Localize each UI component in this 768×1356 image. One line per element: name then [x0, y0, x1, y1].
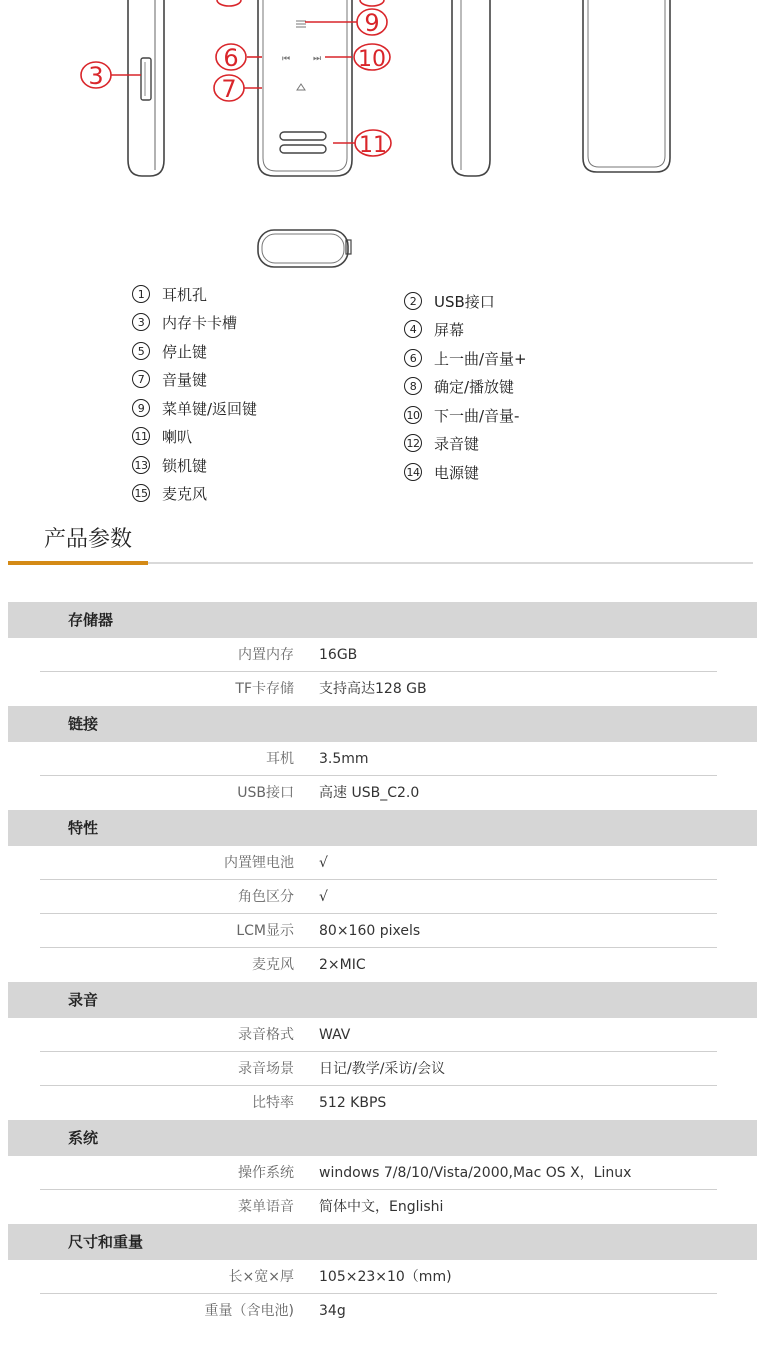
- legend-number: 12: [404, 434, 422, 452]
- legend-number: 4: [404, 320, 422, 338]
- legend-item: [132, 481, 207, 505]
- legend-text: 停止键: [162, 342, 208, 361]
- spec-label: 耳机: [266, 751, 294, 767]
- callout-6-label: 6: [223, 44, 239, 72]
- legend-text: 内存卡卡槽: [162, 313, 238, 332]
- legend-item: [404, 374, 514, 398]
- spec-label: LCM显示: [236, 923, 294, 939]
- spec-value: 2×MIC: [319, 957, 366, 973]
- legend-text: 锁机键: [162, 456, 208, 475]
- spec-value: 80×160 pixels: [319, 923, 421, 939]
- spec-row: [8, 1156, 757, 1190]
- legend-item: [404, 346, 527, 370]
- legend-number: 11: [132, 427, 150, 445]
- legend-number: 15: [132, 484, 150, 502]
- spec-group-title: 录音: [68, 991, 99, 1009]
- prev-icon: ⏮: [282, 54, 291, 64]
- spec-value: 简体中文，Englishi: [319, 1199, 444, 1215]
- legend-number: 2: [404, 292, 422, 310]
- spec-label: 内置锂电池: [224, 855, 294, 871]
- speaker-slot-top: [280, 132, 326, 140]
- legend-text: 录音键: [434, 434, 480, 453]
- spec-value: 支持高达128 GB: [319, 681, 427, 697]
- legend-item: [404, 460, 479, 484]
- legend-number: 6: [404, 349, 422, 367]
- device-drawing: [0, 0, 768, 275]
- spec-row: [8, 1260, 757, 1294]
- legend-text: 麦克风: [162, 484, 208, 503]
- spec-label: 比特率: [252, 1095, 294, 1111]
- legend-item: [132, 282, 207, 306]
- spec-label: 麦克风: [252, 957, 294, 973]
- spec-row: [8, 638, 757, 672]
- legend-number: 7: [132, 370, 150, 388]
- speaker-slot-bottom: [280, 145, 326, 153]
- legend-item: [132, 310, 237, 334]
- legend-text: 电源键: [434, 463, 480, 482]
- legend-number: 9: [132, 399, 150, 417]
- spec-value: 日记/教学/采访/会议: [319, 1061, 446, 1077]
- back-view-device: [583, 0, 670, 172]
- spec-label: 操作系统: [238, 1165, 294, 1181]
- spec-row: [8, 742, 757, 776]
- spec-group-header: [8, 706, 757, 742]
- spec-label: 重量（含电池): [204, 1303, 294, 1319]
- spec-label: 录音场景: [238, 1061, 294, 1077]
- legend-item: [404, 403, 519, 427]
- menu-icon: [296, 21, 306, 27]
- callout-7-label: 7: [221, 75, 237, 103]
- spec-value: 512 KBPS: [319, 1095, 387, 1111]
- legend-text: 菜单键/返回键: [162, 399, 258, 418]
- spec-row: [8, 1294, 757, 1328]
- callout-9-label: 9: [364, 9, 380, 37]
- spec-group-title: 特性: [68, 819, 99, 837]
- spec-label: 内置内存: [238, 647, 294, 663]
- spec-group-header: [8, 982, 757, 1018]
- callout-11-label: 11: [359, 133, 387, 158]
- next-icon: ⏭: [313, 54, 322, 64]
- spec-row: [8, 948, 757, 982]
- legend-number: 1: [132, 285, 150, 303]
- spec-value: WAV: [319, 1027, 351, 1043]
- spec-row: [8, 1018, 757, 1052]
- legend-text: 确定/播放键: [434, 377, 515, 396]
- legend-number: 13: [132, 456, 150, 474]
- legend-text: USB接口: [434, 292, 495, 311]
- spec-label: USB接口: [237, 785, 294, 801]
- spec-group-title: 尺寸和重量: [68, 1233, 144, 1251]
- spec-group-header: [8, 1120, 757, 1156]
- spec-group-header: [8, 810, 757, 846]
- spec-label: 录音格式: [238, 1027, 294, 1043]
- spec-label: 菜单语音: [238, 1199, 294, 1215]
- spec-table: [8, 602, 757, 1328]
- spec-group-header: [8, 1224, 757, 1260]
- spec-value: windows 7/8/10/Vista/2000,Mac OS X，Linux: [319, 1165, 632, 1181]
- legend-text: 耳机孔: [162, 285, 208, 304]
- spec-group-header: [8, 602, 757, 638]
- legend-number: 3: [132, 313, 150, 331]
- spec-group-title: 存储器: [68, 611, 114, 629]
- spec-row: [8, 1052, 757, 1086]
- bottom-view-device: [258, 230, 348, 267]
- legend-number: 14: [404, 463, 422, 481]
- spec-value: √: [319, 855, 328, 871]
- spec-group-title: 链接: [68, 715, 99, 733]
- legend-text: 音量键: [162, 370, 208, 389]
- front-view-device: [258, 0, 352, 176]
- legend-item: [132, 396, 257, 420]
- spec-row: [8, 1190, 757, 1224]
- spec-label: TF卡存储: [235, 681, 294, 697]
- legend-item: [132, 453, 207, 477]
- other-side-device: [452, 0, 490, 176]
- spec-value: 高速 USB_C2.0: [319, 785, 420, 801]
- device-diagram: [0, 0, 768, 275]
- legend-item: [132, 367, 207, 391]
- spec-value: 105×23×10（mm): [319, 1269, 452, 1285]
- spec-row: [8, 914, 757, 948]
- legend-text: 喇叭: [162, 427, 193, 446]
- legend-item: [404, 289, 495, 313]
- spec-row: [8, 1086, 757, 1120]
- legend-number: 10: [404, 406, 422, 424]
- legend-text: 屏幕: [434, 320, 465, 339]
- spec-label: 长×宽×厚: [228, 1269, 294, 1285]
- spec-value: 34g: [319, 1303, 346, 1319]
- legend-item: [404, 317, 464, 341]
- section-accent-bar: [8, 561, 148, 565]
- section-title: 产品参数: [44, 527, 133, 552]
- spec-label: 角色区分: [238, 889, 294, 905]
- spec-value: 16GB: [319, 647, 358, 663]
- spec-value: 3.5mm: [319, 751, 369, 767]
- volume-icon: [297, 84, 305, 90]
- legend-text: 上一曲/音量+: [434, 349, 527, 368]
- spec-row: [8, 880, 757, 914]
- legend-number: 5: [132, 342, 150, 360]
- spec-row: [8, 776, 757, 810]
- legend-number: 8: [404, 377, 422, 395]
- legend-item: [132, 339, 207, 363]
- spec-group-title: 系统: [68, 1129, 99, 1147]
- legend-text: 下一曲/音量-: [434, 406, 520, 425]
- spec-row: [8, 672, 757, 706]
- callout-10-label: 10: [358, 47, 386, 72]
- legend-item: [132, 424, 192, 448]
- spec-row: [8, 846, 757, 880]
- callout-3-label: 3: [88, 62, 104, 90]
- spec-value: √: [319, 889, 328, 905]
- memory-card-slot: [141, 58, 151, 100]
- legend-item: [404, 431, 479, 455]
